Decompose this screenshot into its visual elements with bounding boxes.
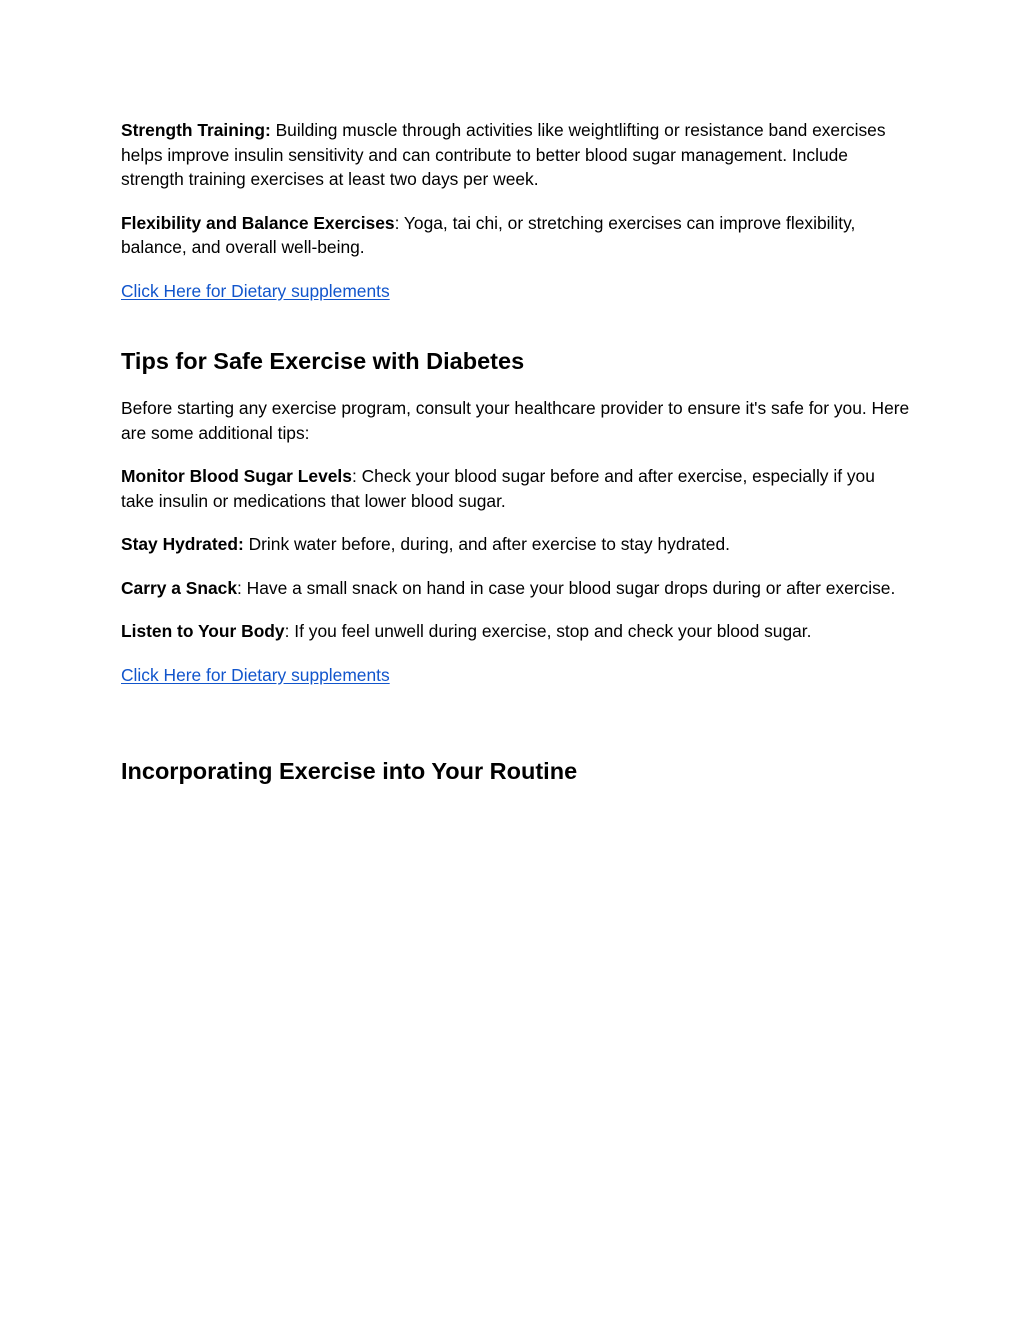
link-wrapper-1 [121, 279, 911, 304]
strength-training-text: Building muscle through activities like weightlifting or resistance band exercises helps improve insulin sensitivity and can contribute to better blood sugar management. Include strength training exercises at least two days per week. [121, 120, 886, 189]
tip-text: : Have a small snack on hand in case your blood sugar drops during or after exercise. [237, 577, 896, 598]
tip-label: Monitor Blood Sugar Levels [121, 466, 352, 486]
flexibility-label: Flexibility and Balance Exercises [121, 212, 395, 233]
tip-stay-hydrated [121, 532, 911, 557]
flexibility-text: : Yoga, tai chi, or stretching exercises can improve flexibility, balance, and overall well-being. [121, 212, 856, 257]
tip-label: Stay Hydrated: [121, 534, 244, 554]
tip-text: : If you feel unwell during exercise, stop and check your blood sugar. [284, 621, 812, 641]
flexibility-paragraph [121, 211, 911, 260]
tips-section [121, 396, 911, 687]
link-wrapper-2 [121, 663, 911, 688]
tip-label: Carry a Snack [121, 577, 238, 598]
tips-intro-paragraph: Before starting any exercise program, consult your healthcare provider to ensure it's safe for you. Here are some additional tips: [121, 398, 910, 443]
dietary-supplements-link-2[interactable]: Click Here for Dietary supplements [121, 664, 390, 685]
tip-listen-to-body [121, 619, 911, 644]
tip-carry-snack [121, 576, 911, 601]
tip-text: Drink water before, during, and after exercise to stay hydrated. [243, 534, 730, 554]
dietary-supplements-link-1[interactable]: Click Here for Dietary supplements [121, 280, 390, 301]
tip-monitor-blood-sugar [121, 464, 911, 513]
strength-training-label: Strength Training: [121, 120, 271, 140]
incorporating-exercise-heading: Incorporating Exercise into Your Routine [121, 758, 578, 784]
strength-training-paragraph [121, 118, 911, 192]
tip-label: Listen to Your Body [121, 621, 285, 641]
document-page [121, 118, 911, 784]
tip-text: : Check your blood sugar before and after exercise, especially if you take insulin or medications that lower blood sugar. [121, 466, 875, 511]
tips-heading: Tips for Safe Exercise with Diabetes [121, 348, 525, 374]
